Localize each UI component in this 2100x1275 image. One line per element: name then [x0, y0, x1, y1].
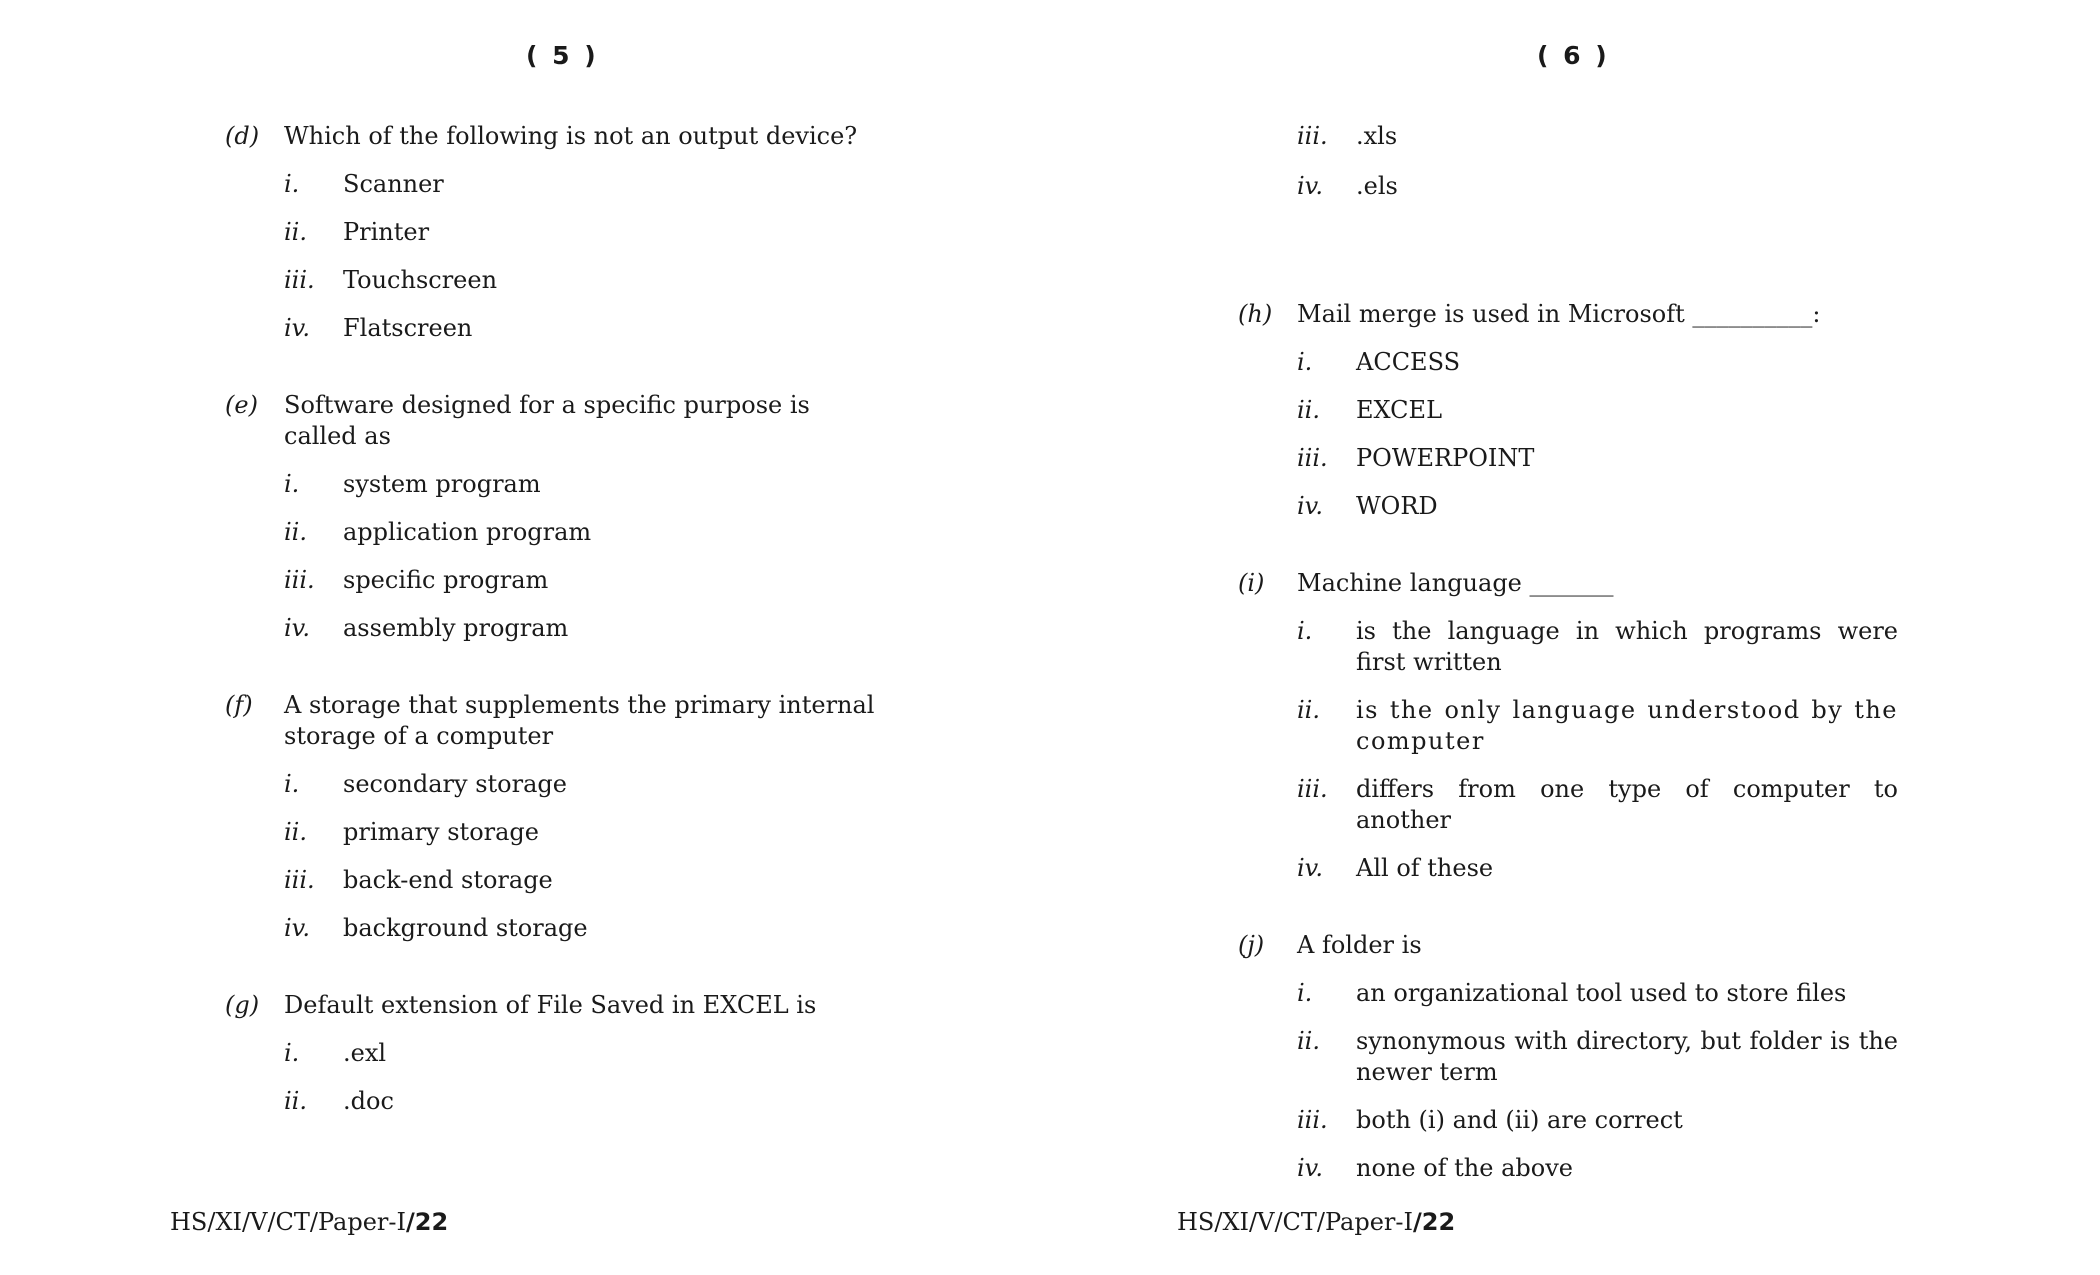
- option-label: iii.: [284, 266, 315, 294]
- option-text: system program: [343, 470, 541, 498]
- option-text: an organizational tool used to store files: [1356, 979, 1847, 1007]
- option-text: .xls: [1356, 122, 1398, 150]
- option-list: [284, 769, 885, 944]
- right-page: [1015, 0, 2065, 1275]
- option-list: [284, 169, 885, 344]
- question-label: (f): [225, 691, 253, 719]
- option-item: [284, 913, 885, 944]
- option-list: [1297, 616, 1898, 884]
- question-label: (d): [225, 122, 260, 150]
- option-item: [284, 1038, 885, 1069]
- option-label: ii.: [1297, 1027, 1320, 1055]
- option-list: [1297, 347, 1898, 522]
- option-text: All of these: [1356, 854, 1494, 882]
- question-e: [225, 390, 885, 644]
- option-item: [1297, 695, 1898, 757]
- option-item: [1297, 616, 1898, 678]
- option-label: iii.: [1297, 444, 1328, 472]
- question-label: (e): [225, 391, 258, 419]
- option-item: [1297, 443, 1898, 474]
- option-label: ii.: [284, 518, 307, 546]
- option-text: is the language in which programs were first written: [1356, 617, 1898, 676]
- option-item: [284, 469, 885, 500]
- option-text: is the only language understood by the computer: [1356, 696, 1898, 755]
- option-text: Flatscreen: [343, 314, 473, 342]
- option-list: [1297, 978, 1898, 1184]
- option-text: secondary storage: [343, 770, 567, 798]
- page-number: ( 6 ): [1537, 41, 1610, 70]
- option-text: .exl: [343, 1039, 387, 1067]
- option-label: iv.: [284, 314, 311, 342]
- option-item: [1297, 1153, 1898, 1184]
- paper-year: /22: [406, 1208, 449, 1236]
- option-label: iv.: [284, 914, 311, 942]
- option-text: back-end storage: [343, 866, 553, 894]
- question-f: [225, 690, 885, 944]
- option-text: Scanner: [343, 170, 444, 198]
- option-text: both (i) and (ii) are correct: [1356, 1106, 1683, 1134]
- option-item: [1297, 978, 1898, 1009]
- option-label: iv.: [1297, 172, 1324, 200]
- option-item: [284, 517, 885, 548]
- option-item: [284, 565, 885, 596]
- option-item: [284, 265, 885, 296]
- option-item: [1297, 1105, 1898, 1136]
- option-label: i.: [284, 770, 300, 798]
- option-text: ACCESS: [1356, 348, 1461, 376]
- option-text: assembly program: [343, 614, 569, 642]
- question-text: Machine language _______: [1297, 569, 1614, 597]
- option-item: [1297, 121, 1898, 152]
- question-list: [1238, 121, 1898, 1230]
- option-label: i.: [284, 1039, 300, 1067]
- option-label: iii.: [1297, 775, 1328, 803]
- option-item: [1297, 347, 1898, 378]
- option-label: iv.: [1297, 492, 1324, 520]
- question-label: (j): [1238, 931, 1265, 959]
- question-j: [1238, 930, 1898, 1184]
- option-label: iv.: [1297, 1154, 1324, 1182]
- question-text: Mail merge is used in Microsoft __________:: [1297, 300, 1821, 328]
- question-g: [225, 990, 885, 1117]
- option-text: Printer: [343, 218, 430, 246]
- question-d: [225, 121, 885, 344]
- option-item: [284, 313, 885, 344]
- option-item: [1297, 395, 1898, 426]
- page-number: ( 5 ): [526, 41, 599, 70]
- option-text: WORD: [1356, 492, 1438, 520]
- option-item: [1297, 774, 1898, 836]
- continued-option-list: [1238, 121, 1898, 202]
- option-item: [284, 169, 885, 200]
- question-h: [1238, 299, 1898, 522]
- option-text: .doc: [343, 1087, 394, 1115]
- option-label: ii.: [284, 1087, 307, 1115]
- option-text: specific program: [343, 566, 549, 594]
- option-item: [1297, 491, 1898, 522]
- option-text: EXCEL: [1356, 396, 1443, 424]
- option-list: [284, 469, 885, 644]
- option-label: iii.: [284, 866, 315, 894]
- paper-code-footer: [170, 1207, 448, 1238]
- option-label: ii.: [284, 818, 307, 846]
- option-text: Touchscreen: [343, 266, 498, 294]
- option-label: i.: [1297, 348, 1313, 376]
- option-item: [1297, 171, 1898, 202]
- option-item: [284, 865, 885, 896]
- option-label: i.: [284, 470, 300, 498]
- option-label: i.: [284, 170, 300, 198]
- option-text: synonymous with directory, but folder is the newer term: [1356, 1027, 1898, 1086]
- option-item: [1297, 853, 1898, 884]
- option-label: ii.: [1297, 396, 1320, 424]
- question-text: Software designed for a specific purpose is called as: [284, 391, 810, 450]
- option-item: [284, 1086, 885, 1117]
- option-text: background storage: [343, 914, 588, 942]
- paper-code: HS/XI/V/CT/Paper-I: [170, 1208, 406, 1236]
- option-label: iii.: [284, 566, 315, 594]
- question-i: [1238, 568, 1898, 884]
- option-text: application program: [343, 518, 592, 546]
- option-list: [284, 1038, 885, 1117]
- option-label: iv.: [284, 614, 311, 642]
- paper-code: HS/XI/V/CT/Paper-I: [1177, 1208, 1413, 1236]
- option-item: [1297, 1026, 1898, 1088]
- question-text: A storage that supplements the primary internal storage of a computer: [284, 691, 875, 750]
- option-item: [284, 769, 885, 800]
- option-text: .els: [1356, 172, 1398, 200]
- option-label: iii.: [1297, 1106, 1328, 1134]
- option-label: ii.: [284, 218, 307, 246]
- option-text: primary storage: [343, 818, 539, 846]
- option-label: iv.: [1297, 854, 1324, 882]
- option-item: [284, 217, 885, 248]
- paper-code-footer: [1177, 1207, 1455, 1238]
- question-text: Default extension of File Saved in EXCEL is: [284, 991, 817, 1019]
- question-text: Which of the following is not an output device?: [284, 122, 858, 150]
- option-label: iii.: [1297, 122, 1328, 150]
- question-list: [225, 121, 885, 1163]
- option-text: POWERPOINT: [1356, 444, 1535, 472]
- option-item: [284, 613, 885, 644]
- question-label: (g): [225, 991, 260, 1019]
- question-label: (i): [1238, 569, 1265, 597]
- paper-year: /22: [1413, 1208, 1456, 1236]
- question-label: (h): [1238, 300, 1273, 328]
- question-text: A folder is: [1297, 931, 1422, 959]
- option-label: ii.: [1297, 696, 1320, 724]
- option-label: i.: [1297, 979, 1313, 1007]
- option-text: none of the above: [1356, 1154, 1573, 1182]
- option-text: differs from one type of computer to another: [1356, 775, 1898, 834]
- option-label: i.: [1297, 617, 1313, 645]
- option-item: [284, 817, 885, 848]
